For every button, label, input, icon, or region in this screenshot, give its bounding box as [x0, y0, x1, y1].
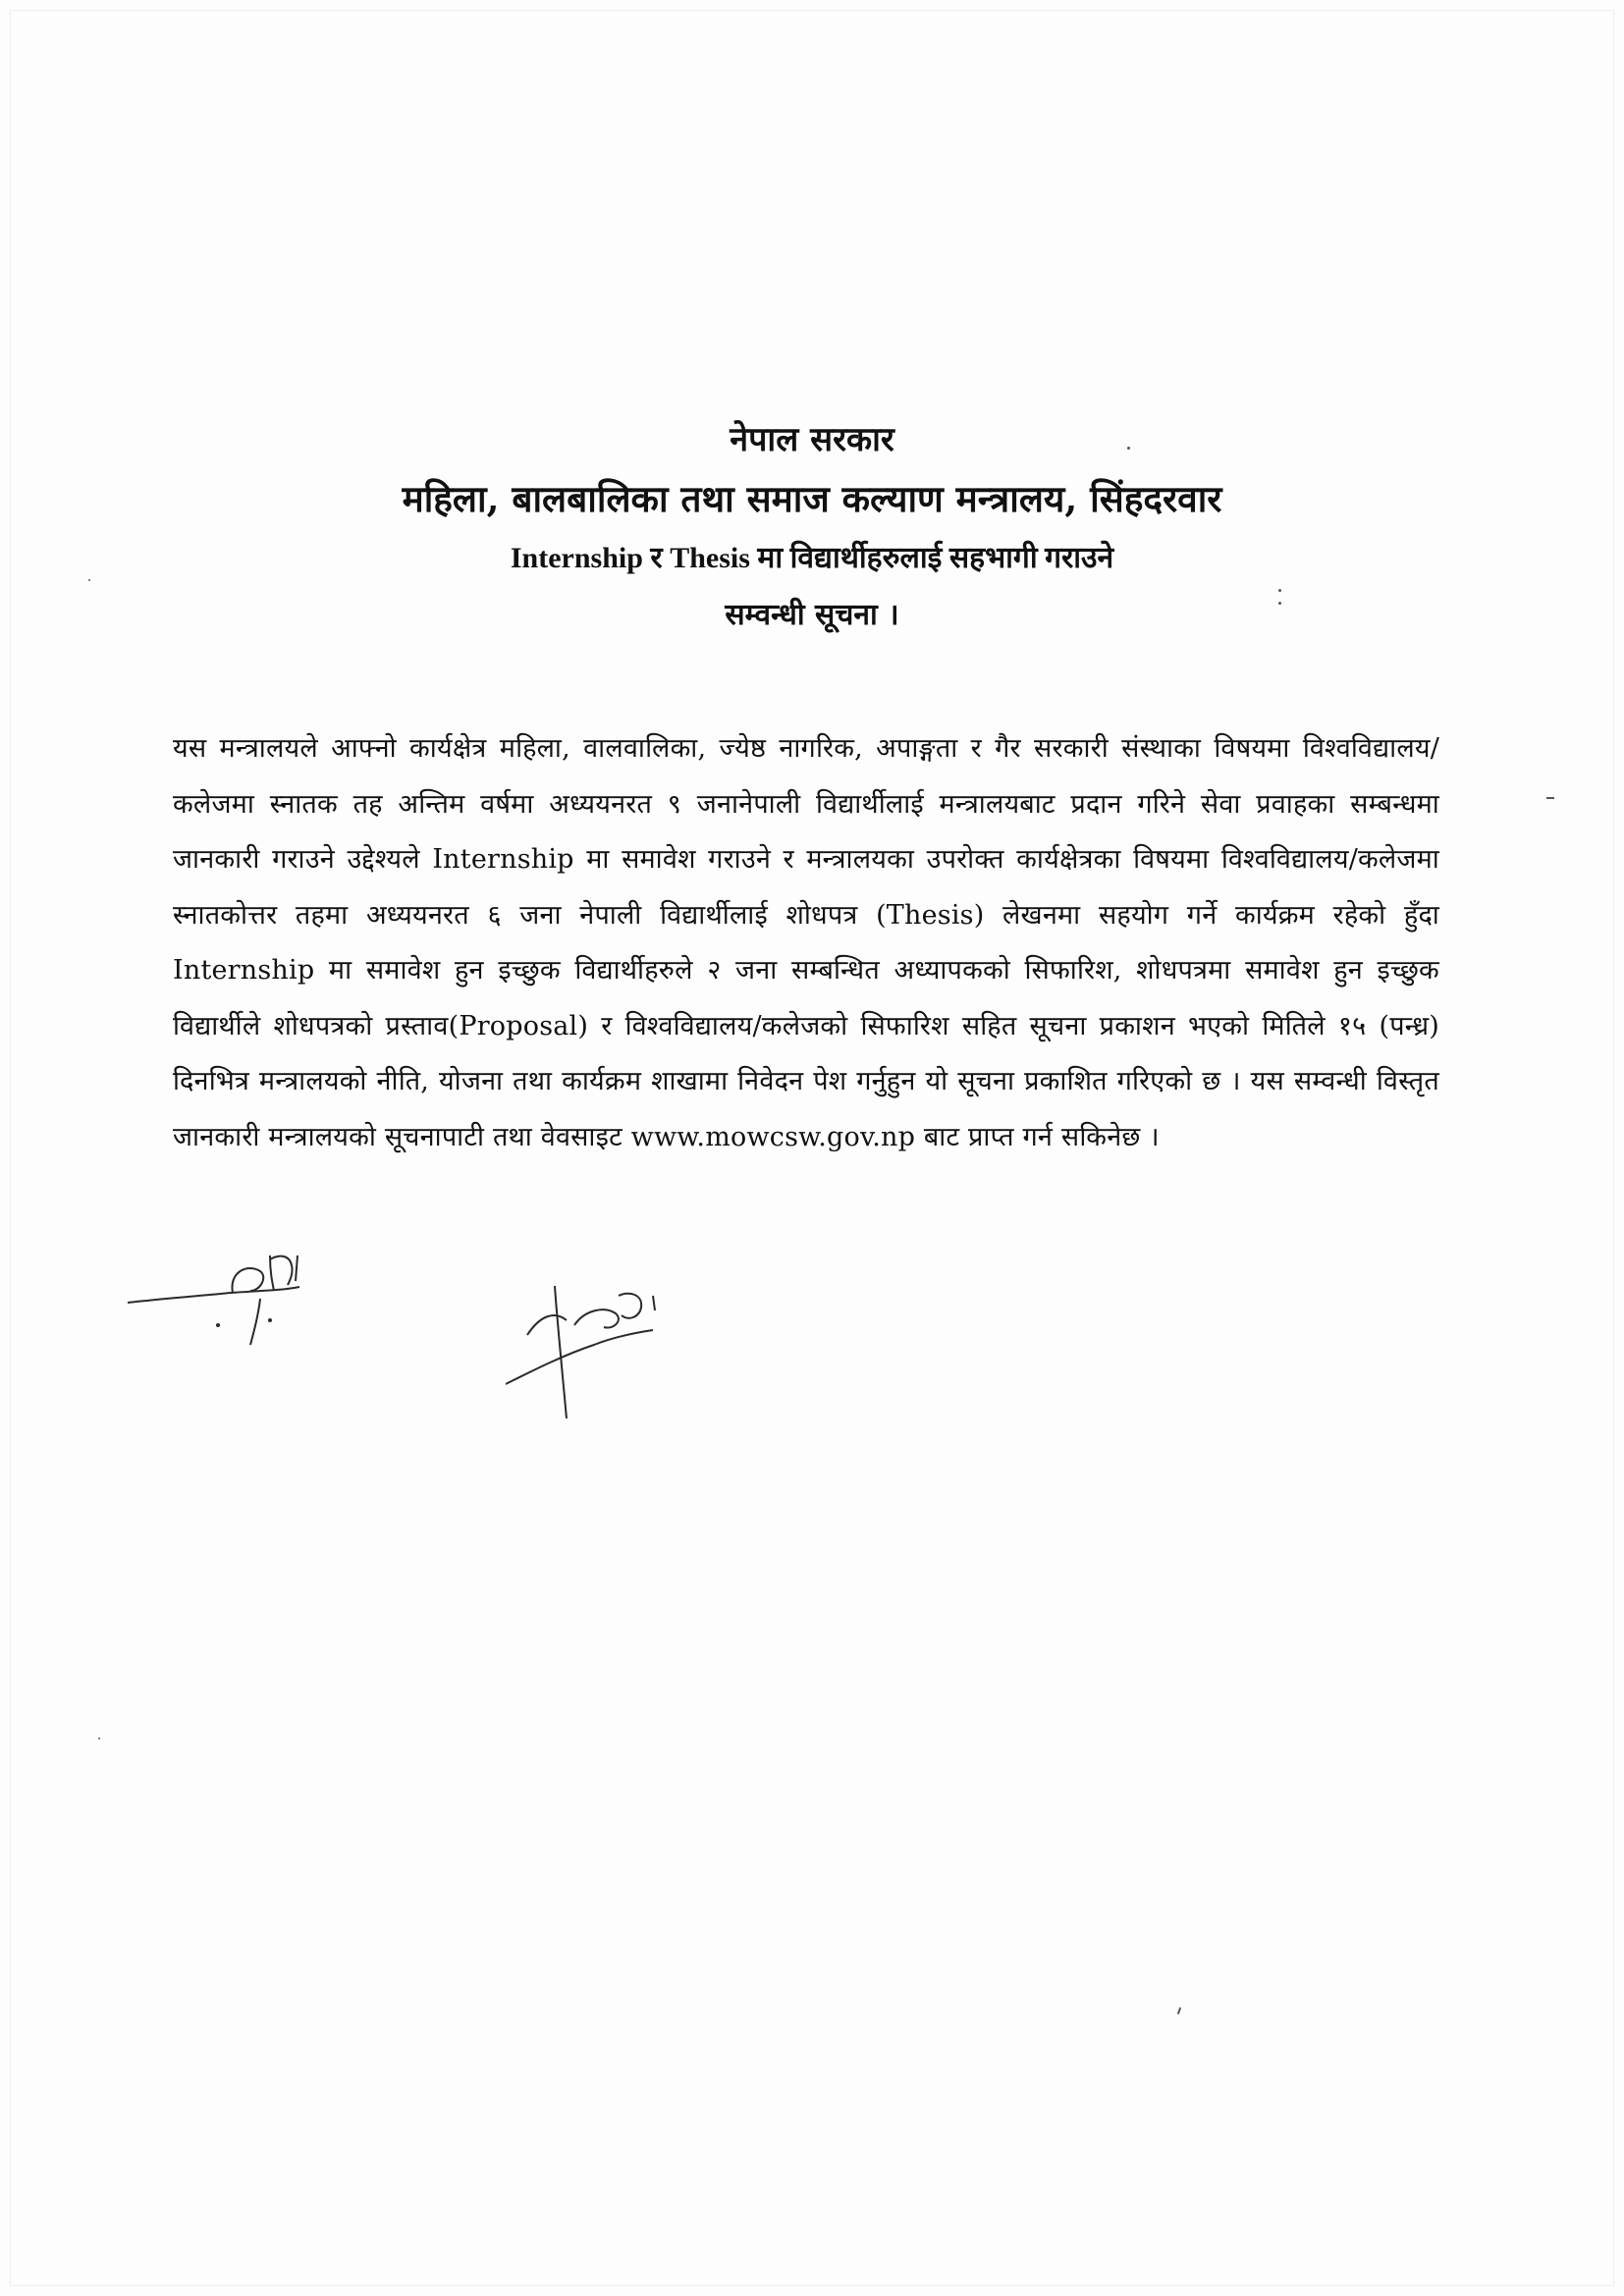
notice-title-line-1: Internship र Thesis मा विद्यार्थीहरुलाई सहभागी गराउने: [510, 542, 1114, 574]
ministry-name: महिला, बालबालिका तथा समाज कल्याण मन्त्रालय, सिंहदरवार: [402, 477, 1222, 520]
paper-speck: [1546, 797, 1554, 799]
signature-1: [123, 1242, 329, 1360]
paper-speck: [1278, 602, 1281, 605]
notice-title-line-2: सम्वन्धी सूचना ।: [725, 598, 899, 632]
notice-paragraph: यस मन्त्रालयले आफ्नो कार्यक्षेत्र महिला, वालवालिका, ज्येष्ठ नागरिक, अपाङ्गता र गैर सरकारी संस्थाका विषयमा विश्वविद्यालय/कलेजमा स्नातक तह अन्तिम वर्षमा अध्ययनरत ९ जनानेपाली विद्यार्थीलाई मन्त्रालयबाट प्रदान गरिने सेवा प्रवाहका सम्बन्धमा जानकारी गराउने उद्देश्यले Internship मा समावेश गराउने र मन्त्रालयका उपरोक्त कार्यक्षेत्रका विषयमा विश्वविद्यालय/कलेजमा स्नातकोत्तर तहमा अध्ययनरत ६ जना नेपाली विद्यार्थीलाई शोधपत्र (Thesis) लेखनमा सहयोग गर्ने कार्यक्रम रहेको हुँदा Internship मा समावेश हुन इच्छुक विद्यार्थीहरुले २ जना सम्बन्धित अध्यापकको सिफारिश, शोधपत्रमा समावेश हुन इच्छुक विद्यार्थीले शोधपत्रको प्रस्ताव(Proposal) र विश्वविद्यालय/कलेजको सिफारिश सहित सूचना प्रकाशन भएको मितिले १५ (पन्ध्र) दिनभित्र मन्त्रालयको नीति, योजना तथा कार्यक्रम शाखामा निवेदन पेश गर्नुहुन यो सूचना प्रकाशित गरिएको छ । यस सम्वन्धी विस्तृत जानकारी मन्त्रालयको सूचनापाटी तथा वेवसाइट www.mowcsw.gov.np बाट प्राप्त गर्न सकिनेछ ।: [173, 733, 1439, 1152]
paper-speck: [1278, 589, 1281, 592]
notice-body: [173, 721, 1439, 1165]
paper-speck: [88, 579, 90, 581]
signature-2: [506, 1276, 673, 1423]
government-name: नेपाल सरकार: [730, 420, 894, 459]
paper-speck: [98, 1737, 100, 1739]
paper-speck: [1127, 447, 1130, 450]
notice-header: [0, 412, 1624, 644]
